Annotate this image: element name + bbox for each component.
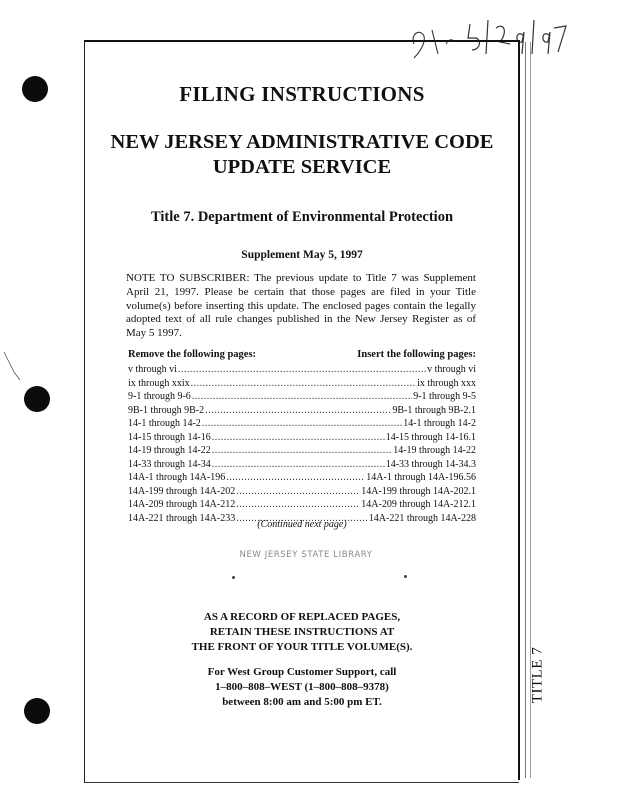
record-line-2: RETAIN THESE INSTRUCTIONS AT xyxy=(209,626,395,638)
page-list-row xyxy=(128,471,476,485)
dot-leader xyxy=(236,498,360,512)
insert-pages: 14A-209 through 14A-212.1 xyxy=(361,499,476,510)
insert-pages: 9B-1 through 9B-2.1 xyxy=(392,404,476,416)
dot-leader xyxy=(226,471,365,485)
dot-leader xyxy=(212,431,385,445)
insert-pages: 14A-199 through 14A-202.1 xyxy=(361,485,476,497)
dot-leader xyxy=(191,377,416,391)
record-line-3: THE FRONT OF YOUR TITLE VOLUME(S). xyxy=(191,641,413,653)
dot-leader xyxy=(178,363,426,377)
page-list-row xyxy=(128,377,476,391)
customer-support xyxy=(84,665,520,710)
page-list-row xyxy=(128,390,476,404)
note-to-subscriber: NOTE TO SUBSCRIBER: The previous update to Title 7 was Supplement April 21, 1997. Please be certain that those pages are filed in your Title volume(s) before inserting this update. The enclosed pages contain the legally adopted text of all rule changes published in the New Jersey Register as of May 5 1997. xyxy=(126,272,476,340)
insert-pages: v through vi xyxy=(427,364,476,375)
insert-pages: 14A-1 through 14A-196.56 xyxy=(366,472,476,483)
side-tab-label: TITLE 7 xyxy=(529,646,546,704)
remove-pages: 14-33 through 14-34 xyxy=(128,458,211,470)
remove-pages: 9-1 through 9-6 xyxy=(128,391,191,402)
page-list-row xyxy=(128,431,476,445)
remove-pages: 9B-1 through 9B-2 xyxy=(128,404,205,416)
insert-pages: 9-1 through 9-5 xyxy=(413,391,476,402)
library-stamp: NEW JERSEY STATE LIBRARY xyxy=(239,550,373,560)
speck xyxy=(404,575,407,578)
code-title-line-2: UPDATE SERVICE xyxy=(212,156,392,178)
code-title-line-1: NEW JERSEY ADMINISTRATIVE CODE xyxy=(110,131,494,153)
insert-pages: 14A-221 through 14A-228 xyxy=(368,512,476,524)
page-list-row xyxy=(128,404,476,418)
page-list-row xyxy=(128,444,476,458)
continued-note: (Continued next page) xyxy=(257,519,347,530)
page-list xyxy=(128,363,476,525)
remove-pages: 14A-209 through 14A-212 xyxy=(128,499,236,510)
remove-pages: 14A-199 through 14A-202 xyxy=(128,485,236,497)
page-list-row xyxy=(128,417,476,431)
page-list-row xyxy=(128,498,476,512)
insert-pages: 14-15 through 14-16.1 xyxy=(385,431,476,443)
side-tab xyxy=(518,630,558,720)
dot-leader xyxy=(192,390,412,404)
remove-pages: 14A-1 through 14A-196 xyxy=(128,472,226,483)
title-line: Title 7. Department of Environmental Protection xyxy=(150,209,454,225)
remove-pages: 14-15 through 14-16 xyxy=(128,431,211,443)
dot-leader xyxy=(212,458,385,472)
remove-header: Remove the following pages: xyxy=(128,349,257,360)
support-line-2: 1–800–808–WEST (1–800–808–9378) xyxy=(215,681,389,693)
filing-instructions-heading: FILING INSTRUCTIONS xyxy=(179,82,425,106)
dot-leader xyxy=(212,444,392,458)
dot-leader xyxy=(236,485,360,499)
record-instructions xyxy=(84,610,520,655)
dot-leader xyxy=(202,417,402,431)
page-list-row xyxy=(128,363,476,377)
remove-pages: ix through xxix xyxy=(128,377,190,389)
page-list-row xyxy=(128,485,476,499)
remove-pages: v through vi xyxy=(128,364,177,375)
punch-hole-bottom xyxy=(24,698,50,724)
supplement-date: Supplement May 5, 1997 xyxy=(241,249,363,261)
punch-hole-top xyxy=(22,76,48,102)
insert-header: Insert the following pages: xyxy=(357,349,476,360)
insert-pages: ix through xxx xyxy=(417,377,476,389)
record-line-1: AS A RECORD OF REPLACED PAGES, xyxy=(203,611,401,623)
scan-mark xyxy=(0,350,30,400)
support-line-3: between 8:00 am and 5:00 pm ET. xyxy=(222,696,382,708)
remove-pages: 14-1 through 14-2 xyxy=(128,418,201,429)
insert-pages: 14-1 through 14-2 xyxy=(403,418,476,429)
code-title xyxy=(84,130,520,180)
remove-pages: 14-19 through 14-22 xyxy=(128,445,211,456)
support-line-1: For West Group Customer Support, call xyxy=(207,666,397,678)
dot-leader xyxy=(205,404,391,418)
remove-pages: 14A-221 through 14A-233 xyxy=(128,512,236,524)
insert-pages: 14-19 through 14-22 xyxy=(393,445,476,456)
speck xyxy=(232,576,235,579)
insert-pages: 14-33 through 14-34.3 xyxy=(385,458,476,470)
page-list-row xyxy=(128,458,476,472)
